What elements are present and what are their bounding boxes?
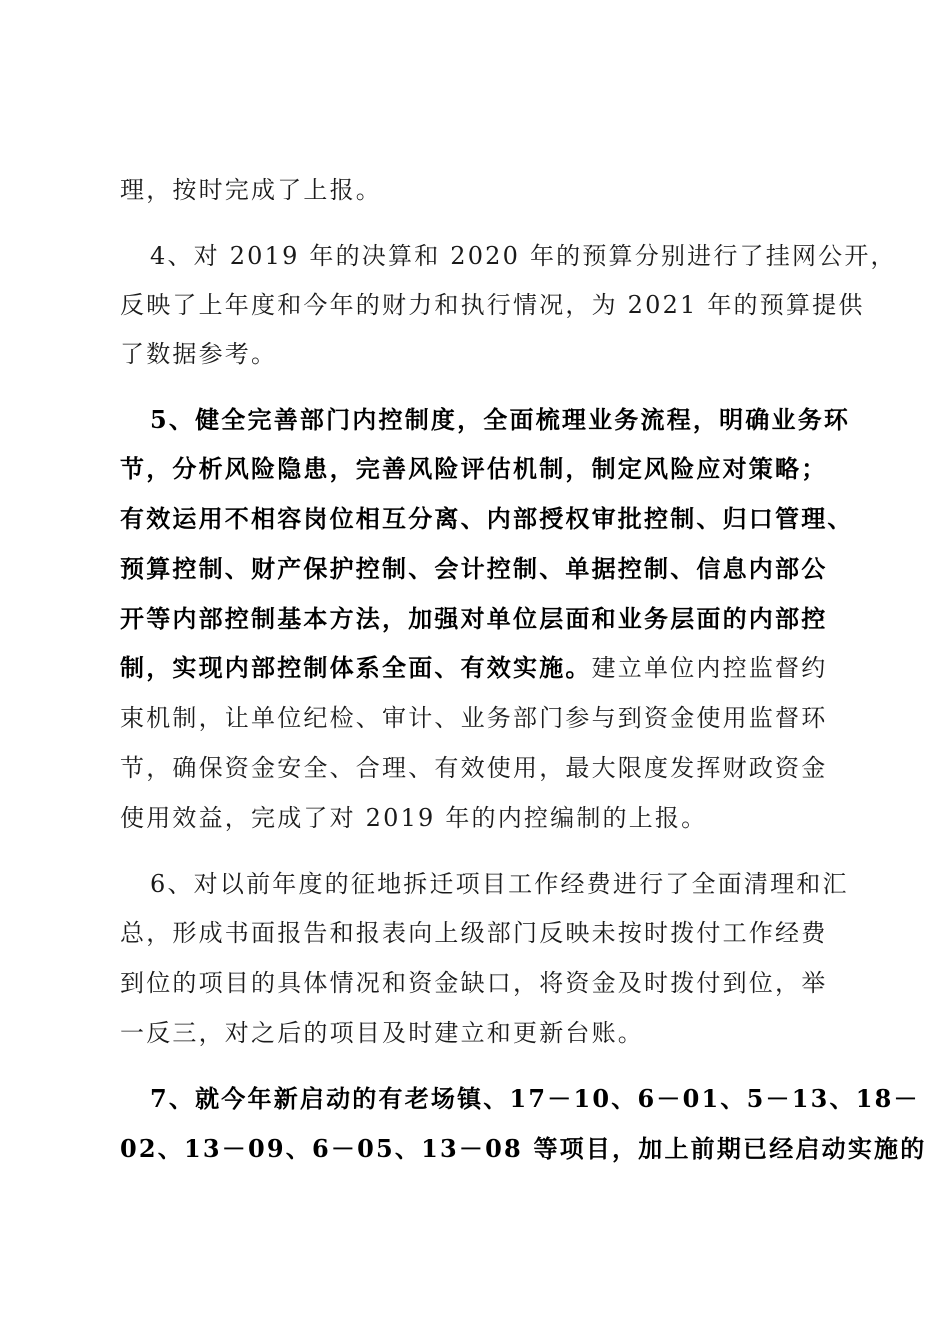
paragraph-5-line: 节，确保资金安全、合理、有效使用，最大限度发挥财政资金 — [120, 754, 828, 782]
paragraph-5-bold-line: 5、健全完善部门内控制度，全面梳理业务流程，明确业务环 — [150, 405, 851, 434]
paragraph-7-line: 02、13－09、6－05、13－08 等项目，加上前期已经启动实施的 — [120, 1134, 927, 1163]
paragraph-6-line: 总，形成书面报告和报表向上级部门反映未按时拨付工作经费 — [120, 919, 828, 947]
paragraph-7-line: 7、就今年新启动的有老场镇、17－10、6－01、5－13、18－ — [150, 1084, 920, 1113]
paragraph-line: 理，按时完成了上报。 — [120, 176, 382, 204]
paragraph-5-bold-line: 节，分析风险隐患，完善风险评估机制，制定风险应对策略； — [120, 454, 828, 483]
paragraph-5-bold-line: 预算控制、财产保护控制、会计控制、单据控制、信息内部公 — [120, 554, 828, 583]
paragraph-4-line: 4、对 2019 年的决算和 2020 年的预算分别进行了挂网公开， — [150, 242, 897, 270]
paragraph-6-line: 到位的项目的具体情况和资金缺口，将资金及时拨付到位，举 — [120, 969, 828, 997]
paragraph-4-line: 了数据参考。 — [120, 340, 278, 368]
paragraph-6-line: 6、对以前年度的征地拆迁项目工作经费进行了全面清理和汇 — [150, 870, 849, 898]
paragraph-4-line: 反映了上年度和今年的财力和执行情况，为 2021 年的预算提供 — [120, 291, 865, 319]
paragraph-5-bold-line: 开等内部控制基本方法，加强对单位层面和业务层面的内部控 — [120, 604, 828, 633]
paragraph-5-bold-line: 有效运用不相容岗位相互分离、内部授权审批控制、归口管理、 — [120, 504, 854, 533]
paragraph-5-mixed-line — [120, 652, 840, 684]
paragraph-5-line: 使用效益，完成了对 2019 年的内控编制的上报。 — [120, 804, 708, 832]
paragraph-5-line: 束机制，让单位纪检、审计、业务部门参与到资金使用监督环 — [120, 704, 828, 732]
paragraph-6-line: 一反三，对之后的项目及时建立和更新台账。 — [120, 1019, 644, 1047]
paragraph-5-bold-segment: 制，实现内部控制体系全面、有效实施。 — [120, 653, 592, 682]
paragraph-5-regular-segment: 建立单位内控监督约 — [591, 654, 828, 682]
